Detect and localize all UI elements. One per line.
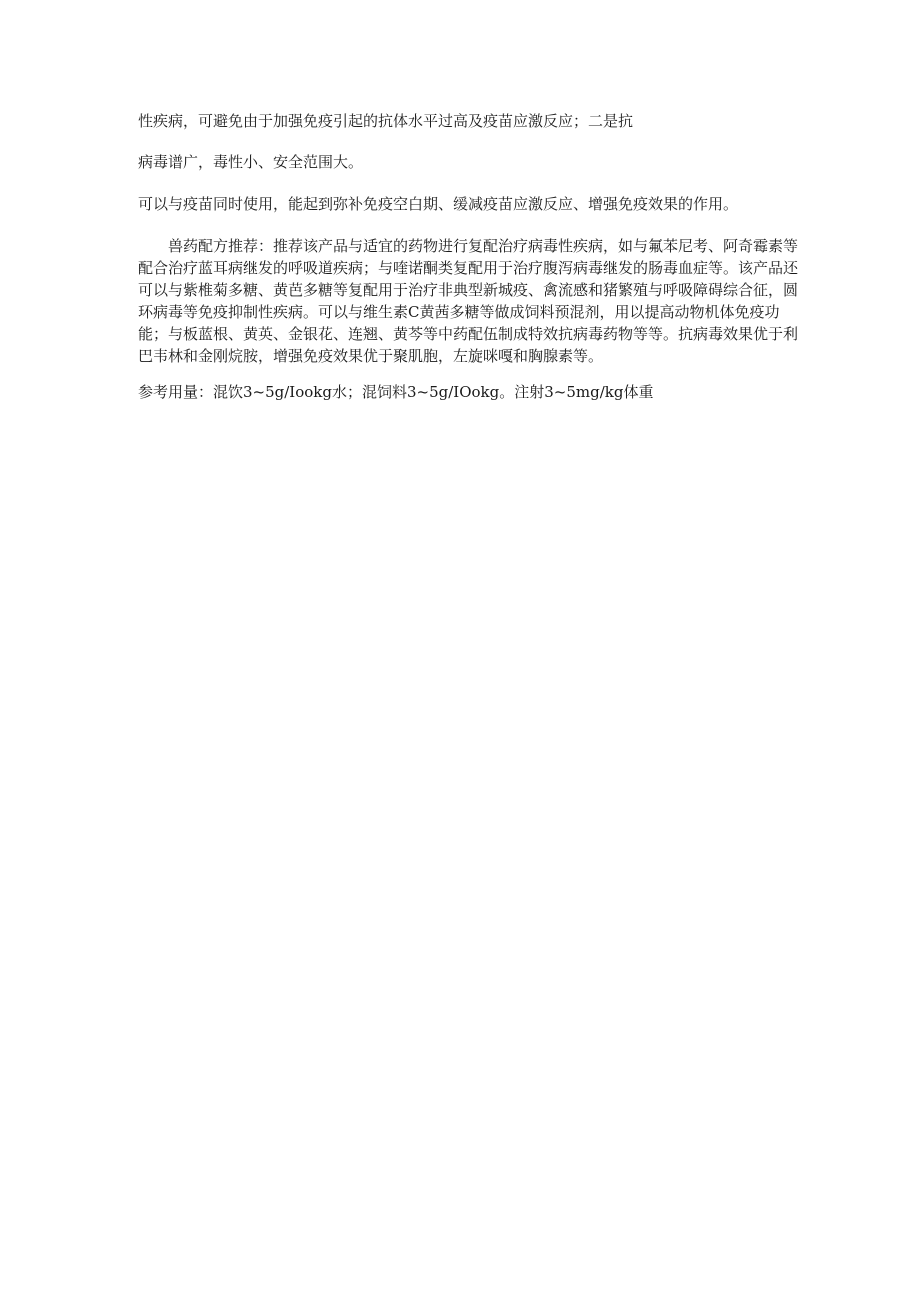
paragraph-formula-recommendation: 兽药配方推荐：推荐该产品与适宜的药物进行复配治疗病毒性疾病，如与氟苯尼考、阿奇霉素等配合治疗蓝耳病继发的呼吸道疾病；与喹诺酮类复配用于治疗腹泻病毒继发的肠毒血症等。该产品还可以与紫椎菊多糖、黄芭多糖等复配用于治疗非典型新城疫、禽流感和猪繁殖与呼吸障碍综合征，圆环病毒等免疫抑制性疾病。可以与维生素C黄茜多糖等做成饲料预混剂，用以提高动物机体免疫功能；与板蓝根、黄英、金银花、连翘、黄芩等中药配伍制成特效抗病毒药物等等。抗病毒效果优于利巴韦林和金刚烷胺，增强免疫效果优于聚肌胞，左旋咪嘎和胸腺素等。	[138, 237, 799, 365]
paragraph-dosage: 参考用量：混饮3~5g/Iookg水；混饲料3~5g/IOokg。注射3~5mg/kg体重	[138, 383, 654, 401]
document-body	[138, 110, 798, 403]
paragraph-3: 可以与疫苗同时使用，能起到弥补免疫空白期、缓减疫苗应激反应、增强免疫效果的作用。	[138, 195, 739, 213]
paragraph-2: 病毒谱广，毒性小、安全范围大。	[138, 153, 364, 171]
paragraph-1: 性疾病，可避免由于加强免疫引起的抗体水平过高及疫苗应激反应；二是抗	[138, 112, 634, 130]
